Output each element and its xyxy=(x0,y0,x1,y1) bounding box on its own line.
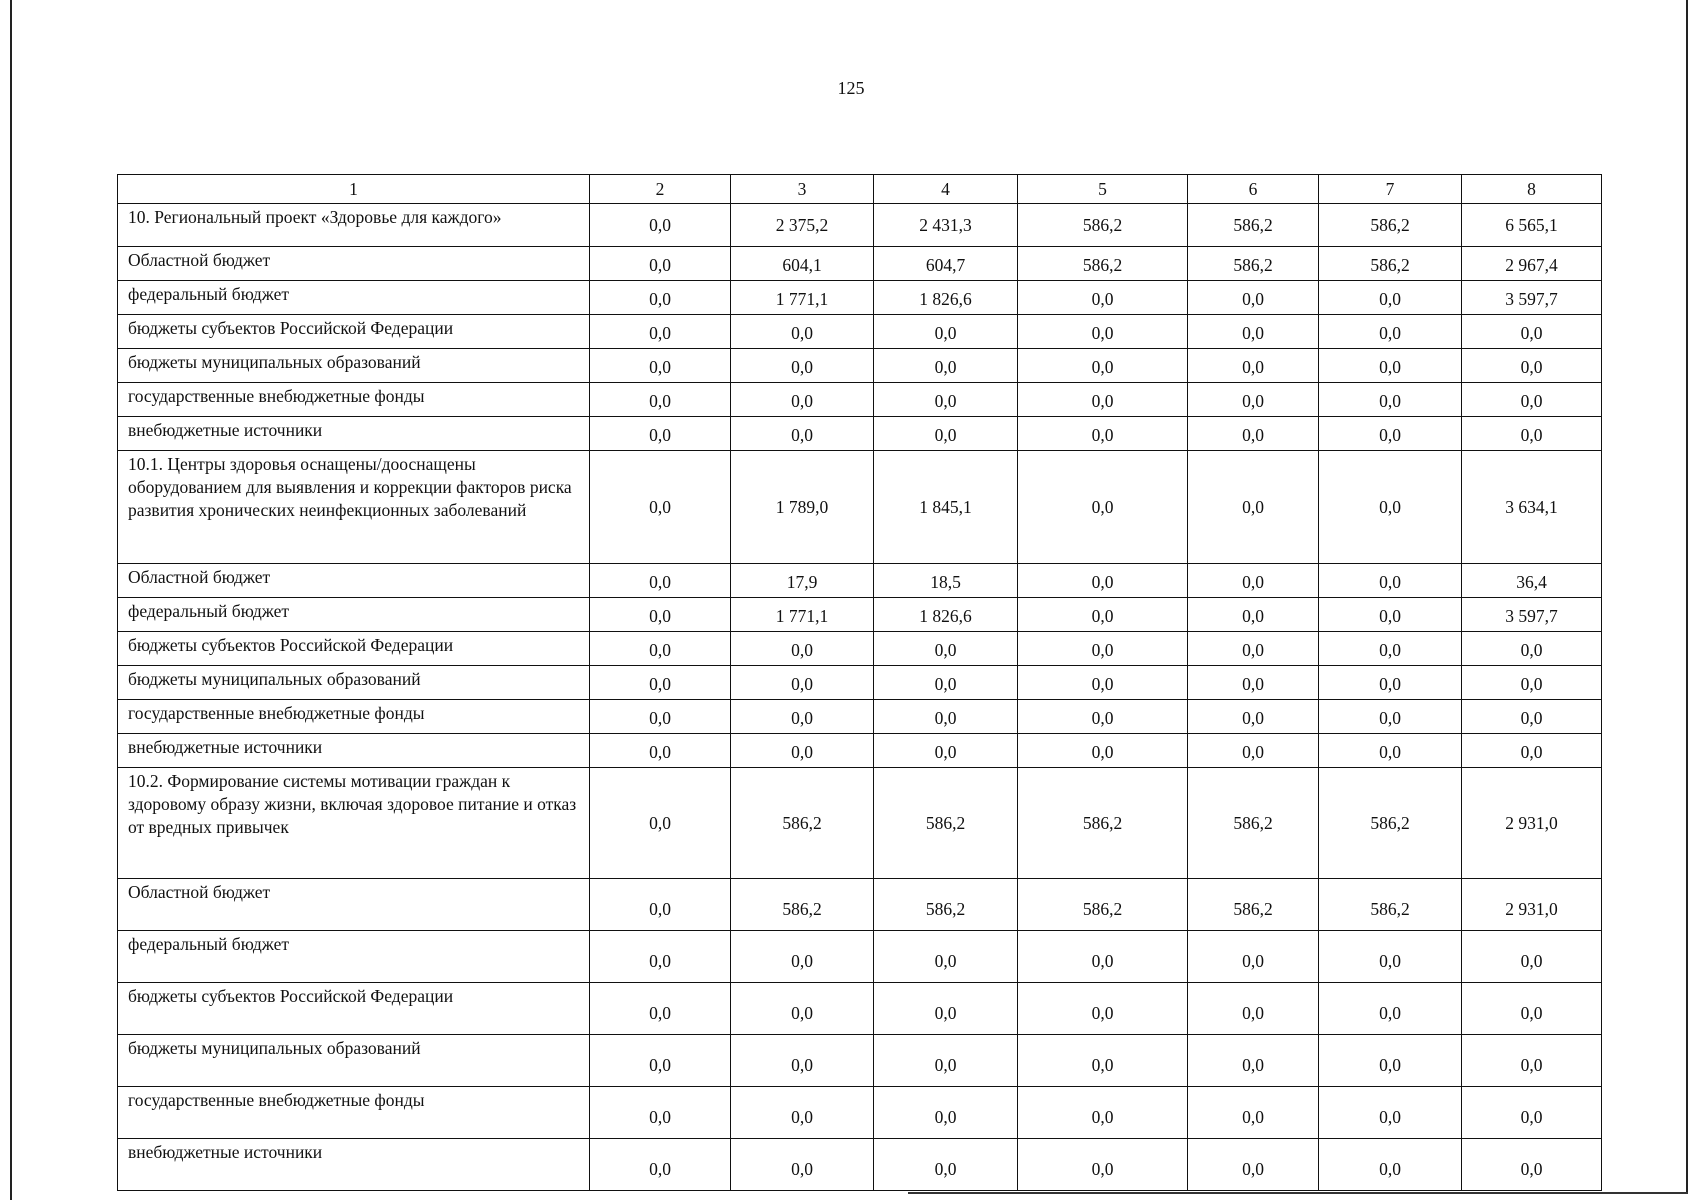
column-header: 8 xyxy=(1462,175,1602,204)
table-cell-value: 0,0 xyxy=(731,632,874,666)
table-row xyxy=(118,734,1602,768)
table-cell-value: 0,0 xyxy=(1018,315,1188,349)
row-label: федеральный бюджет xyxy=(118,281,590,315)
table-cell-value: 2 931,0 xyxy=(1462,768,1602,879)
table-cell-value: 0,0 xyxy=(1018,632,1188,666)
table-cell-value: 0,0 xyxy=(590,204,731,247)
table-cell-value: 0,0 xyxy=(1319,734,1462,768)
table-row xyxy=(118,700,1602,734)
table-cell-value: 604,7 xyxy=(874,247,1018,281)
table-body xyxy=(118,175,1602,1191)
table-cell-value: 0,0 xyxy=(1462,1035,1602,1087)
table-cell-value: 0,0 xyxy=(1188,1035,1319,1087)
table-cell-value: 1 826,6 xyxy=(874,598,1018,632)
table-row xyxy=(118,315,1602,349)
table-cell-value: 0,0 xyxy=(874,666,1018,700)
table-cell-value: 0,0 xyxy=(1188,564,1319,598)
table-row xyxy=(118,598,1602,632)
table-cell-value: 0,0 xyxy=(1018,281,1188,315)
table-cell-value: 0,0 xyxy=(874,931,1018,983)
table-cell-value: 2 931,0 xyxy=(1462,879,1602,931)
table-cell-value: 3 597,7 xyxy=(1462,598,1602,632)
table-cell-value: 586,2 xyxy=(1319,768,1462,879)
table-row xyxy=(118,879,1602,931)
table-cell-value: 1 771,1 xyxy=(731,281,874,315)
table-cell-value: 0,0 xyxy=(1462,632,1602,666)
table-cell-value: 0,0 xyxy=(1462,666,1602,700)
table-row xyxy=(118,417,1602,451)
table-cell-value: 0,0 xyxy=(590,1035,731,1087)
table-cell-value: 0,0 xyxy=(874,983,1018,1035)
table-cell-value: 0,0 xyxy=(1018,598,1188,632)
table-row xyxy=(118,1139,1602,1191)
table-cell-value: 0,0 xyxy=(1188,383,1319,417)
table-cell-value: 1 789,0 xyxy=(731,451,874,564)
table-cell-value: 1 845,1 xyxy=(874,451,1018,564)
table-cell-value: 0,0 xyxy=(731,417,874,451)
table-row xyxy=(118,632,1602,666)
budget-table xyxy=(117,174,1602,1191)
table-cell-value: 0,0 xyxy=(1188,931,1319,983)
row-label: бюджеты субъектов Российской Федерации xyxy=(118,632,590,666)
table-cell-value: 0,0 xyxy=(1018,1035,1188,1087)
table-cell-value: 0,0 xyxy=(731,700,874,734)
table-cell-value: 604,1 xyxy=(731,247,874,281)
page-number: 125 xyxy=(837,78,865,98)
table-cell-value: 0,0 xyxy=(731,931,874,983)
table-cell-value: 586,2 xyxy=(874,879,1018,931)
table-cell-value: 0,0 xyxy=(590,768,731,879)
row-label: 10. Региональный проект «Здоровье для каждого» xyxy=(118,204,590,247)
table-cell-value: 586,2 xyxy=(1018,879,1188,931)
column-header: 6 xyxy=(1188,175,1319,204)
table-cell-value: 0,0 xyxy=(874,349,1018,383)
table-cell-value: 0,0 xyxy=(1188,451,1319,564)
table-cell-value: 0,0 xyxy=(731,315,874,349)
table-cell-value: 2 431,3 xyxy=(874,204,1018,247)
table-cell-value: 1 826,6 xyxy=(874,281,1018,315)
row-label: бюджеты субъектов Российской Федерации xyxy=(118,983,590,1035)
table-header-row xyxy=(118,175,1602,204)
table-cell-value: 0,0 xyxy=(1188,700,1319,734)
table-cell-value: 586,2 xyxy=(1188,204,1319,247)
table-cell-value: 0,0 xyxy=(874,632,1018,666)
table-cell-value: 0,0 xyxy=(1462,349,1602,383)
table-cell-value: 586,2 xyxy=(1319,204,1462,247)
table-cell-value: 0,0 xyxy=(1018,451,1188,564)
table-cell-value: 0,0 xyxy=(1462,700,1602,734)
table-row xyxy=(118,383,1602,417)
table-cell-value: 1 771,1 xyxy=(731,598,874,632)
table-cell-value: 0,0 xyxy=(1188,349,1319,383)
table-cell-value: 0,0 xyxy=(731,349,874,383)
table-cell-value: 6 565,1 xyxy=(1462,204,1602,247)
table-cell-value: 0,0 xyxy=(590,417,731,451)
table-cell-value: 0,0 xyxy=(1319,1035,1462,1087)
table-cell-value: 586,2 xyxy=(874,768,1018,879)
table-cell-value: 0,0 xyxy=(1018,931,1188,983)
column-header: 4 xyxy=(874,175,1018,204)
table-row xyxy=(118,349,1602,383)
table-cell-value: 586,2 xyxy=(1018,768,1188,879)
table-cell-value: 0,0 xyxy=(1188,632,1319,666)
table-cell-value: 0,0 xyxy=(1319,598,1462,632)
table-cell-value: 0,0 xyxy=(874,1139,1018,1191)
table-cell-value: 0,0 xyxy=(1319,700,1462,734)
row-label: федеральный бюджет xyxy=(118,931,590,983)
table-cell-value: 0,0 xyxy=(731,1139,874,1191)
table-cell-value: 0,0 xyxy=(590,281,731,315)
table-cell-value: 0,0 xyxy=(874,700,1018,734)
table-row xyxy=(118,931,1602,983)
table-cell-value: 0,0 xyxy=(590,1139,731,1191)
table-cell-value: 0,0 xyxy=(1319,931,1462,983)
table-cell-value: 0,0 xyxy=(1018,417,1188,451)
row-label: государственные внебюджетные фонды xyxy=(118,700,590,734)
row-label: Областной бюджет xyxy=(118,247,590,281)
table-cell-value: 0,0 xyxy=(1319,983,1462,1035)
table-cell-value: 0,0 xyxy=(874,417,1018,451)
table-cell-value: 0,0 xyxy=(590,666,731,700)
table-cell-value: 586,2 xyxy=(731,768,874,879)
column-header: 3 xyxy=(731,175,874,204)
table-cell-value: 0,0 xyxy=(1319,666,1462,700)
table-cell-value: 0,0 xyxy=(1018,734,1188,768)
table-cell-value: 0,0 xyxy=(1188,666,1319,700)
table-row xyxy=(118,204,1602,247)
row-label: внебюджетные источники xyxy=(118,734,590,768)
column-header: 2 xyxy=(590,175,731,204)
table-cell-value: 0,0 xyxy=(590,1087,731,1139)
table-cell-value: 3 597,7 xyxy=(1462,281,1602,315)
table-cell-value: 0,0 xyxy=(1018,349,1188,383)
table-cell-value: 2 375,2 xyxy=(731,204,874,247)
table-cell-value: 0,0 xyxy=(731,1035,874,1087)
table-cell-value: 0,0 xyxy=(1018,700,1188,734)
table-cell-value: 586,2 xyxy=(1319,879,1462,931)
table-cell-value: 0,0 xyxy=(1319,349,1462,383)
table-cell-value: 0,0 xyxy=(731,734,874,768)
table-cell-value: 586,2 xyxy=(1018,204,1188,247)
table-row xyxy=(118,983,1602,1035)
table-cell-value: 0,0 xyxy=(1319,315,1462,349)
table-cell-value: 0,0 xyxy=(731,1087,874,1139)
row-label: Областной бюджет xyxy=(118,564,590,598)
row-label: внебюджетные источники xyxy=(118,1139,590,1191)
scan-edge-left xyxy=(10,0,12,1200)
table-cell-value: 0,0 xyxy=(590,931,731,983)
table-cell-value: 18,5 xyxy=(874,564,1018,598)
table-cell-value: 586,2 xyxy=(731,879,874,931)
table-cell-value: 0,0 xyxy=(590,632,731,666)
row-label: бюджеты субъектов Российской Федерации xyxy=(118,315,590,349)
column-header: 1 xyxy=(118,175,590,204)
table-row xyxy=(118,666,1602,700)
table-cell-value: 0,0 xyxy=(1462,734,1602,768)
scan-edge-right xyxy=(1686,0,1688,1194)
table-row xyxy=(118,1087,1602,1139)
table-cell-value: 586,2 xyxy=(1188,879,1319,931)
row-label: 10.1. Центры здоровья оснащены/дооснащены оборудованием для выявления и коррекции факторов риска развития хронических неинфекционных заболеваний xyxy=(118,451,590,564)
table-cell-value: 0,0 xyxy=(590,247,731,281)
table-cell-value: 0,0 xyxy=(1462,931,1602,983)
row-label: бюджеты муниципальных образований xyxy=(118,666,590,700)
table-cell-value: 0,0 xyxy=(1188,281,1319,315)
table-row xyxy=(118,281,1602,315)
table-cell-value: 0,0 xyxy=(590,349,731,383)
table-row xyxy=(118,1035,1602,1087)
table-cell-value: 0,0 xyxy=(1319,564,1462,598)
table-cell-value: 0,0 xyxy=(1018,666,1188,700)
table-cell-value: 0,0 xyxy=(874,315,1018,349)
table-cell-value: 0,0 xyxy=(1462,983,1602,1035)
table-cell-value: 0,0 xyxy=(731,666,874,700)
table-cell-value: 586,2 xyxy=(1319,247,1462,281)
table-cell-value: 0,0 xyxy=(590,315,731,349)
table-row xyxy=(118,451,1602,564)
table-row xyxy=(118,247,1602,281)
row-label: 10.2. Формирование системы мотивации граждан к здоровому образу жизни, включая здоровое питание и отказ от вредных привычек xyxy=(118,768,590,879)
table-cell-value: 586,2 xyxy=(1188,247,1319,281)
table-cell-value: 0,0 xyxy=(731,383,874,417)
table-cell-value: 0,0 xyxy=(1319,281,1462,315)
table-cell-value: 0,0 xyxy=(1188,315,1319,349)
table-cell-value: 586,2 xyxy=(1018,247,1188,281)
column-header: 7 xyxy=(1319,175,1462,204)
row-label: федеральный бюджет xyxy=(118,598,590,632)
table-cell-value: 0,0 xyxy=(590,983,731,1035)
table-cell-value: 0,0 xyxy=(590,383,731,417)
scan-edge-bottom xyxy=(908,1192,1688,1194)
table-cell-value: 0,0 xyxy=(1188,983,1319,1035)
table-cell-value: 0,0 xyxy=(1319,451,1462,564)
table-cell-value: 0,0 xyxy=(1319,632,1462,666)
table-cell-value: 0,0 xyxy=(1319,417,1462,451)
table-cell-value: 0,0 xyxy=(1018,1139,1188,1191)
table-cell-value: 586,2 xyxy=(1188,768,1319,879)
table-cell-value: 0,0 xyxy=(731,983,874,1035)
table-cell-value: 0,0 xyxy=(1462,315,1602,349)
table-cell-value: 0,0 xyxy=(590,879,731,931)
table-cell-value: 0,0 xyxy=(1462,1139,1602,1191)
table-cell-value: 0,0 xyxy=(1188,598,1319,632)
table-cell-value: 0,0 xyxy=(590,451,731,564)
table-cell-value: 17,9 xyxy=(731,564,874,598)
table-cell-value: 0,0 xyxy=(1188,1139,1319,1191)
table-cell-value: 0,0 xyxy=(590,564,731,598)
table-cell-value: 0,0 xyxy=(1018,1087,1188,1139)
table-cell-value: 0,0 xyxy=(874,383,1018,417)
table-cell-value: 0,0 xyxy=(1462,417,1602,451)
table-cell-value: 0,0 xyxy=(590,734,731,768)
table-cell-value: 0,0 xyxy=(1319,1139,1462,1191)
row-label: государственные внебюджетные фонды xyxy=(118,383,590,417)
table-cell-value: 0,0 xyxy=(1188,1087,1319,1139)
table-cell-value: 0,0 xyxy=(1319,383,1462,417)
table-cell-value: 0,0 xyxy=(1188,734,1319,768)
table-cell-value: 0,0 xyxy=(874,734,1018,768)
table-cell-value: 0,0 xyxy=(1319,1087,1462,1139)
table-cell-value: 0,0 xyxy=(590,598,731,632)
table-row xyxy=(118,768,1602,879)
table-cell-value: 36,4 xyxy=(1462,564,1602,598)
table-cell-value: 3 634,1 xyxy=(1462,451,1602,564)
row-label: бюджеты муниципальных образований xyxy=(118,349,590,383)
row-label: бюджеты муниципальных образований xyxy=(118,1035,590,1087)
table-cell-value: 0,0 xyxy=(1462,1087,1602,1139)
table-cell-value: 0,0 xyxy=(1462,383,1602,417)
table-row xyxy=(118,564,1602,598)
table-cell-value: 0,0 xyxy=(1188,417,1319,451)
row-label: внебюджетные источники xyxy=(118,417,590,451)
table-cell-value: 0,0 xyxy=(590,700,731,734)
table-cell-value: 0,0 xyxy=(1018,564,1188,598)
table-cell-value: 2 967,4 xyxy=(1462,247,1602,281)
column-header: 5 xyxy=(1018,175,1188,204)
row-label: Областной бюджет xyxy=(118,879,590,931)
table-cell-value: 0,0 xyxy=(1018,383,1188,417)
table-cell-value: 0,0 xyxy=(1018,983,1188,1035)
row-label: государственные внебюджетные фонды xyxy=(118,1087,590,1139)
table-cell-value: 0,0 xyxy=(874,1035,1018,1087)
table-cell-value: 0,0 xyxy=(874,1087,1018,1139)
